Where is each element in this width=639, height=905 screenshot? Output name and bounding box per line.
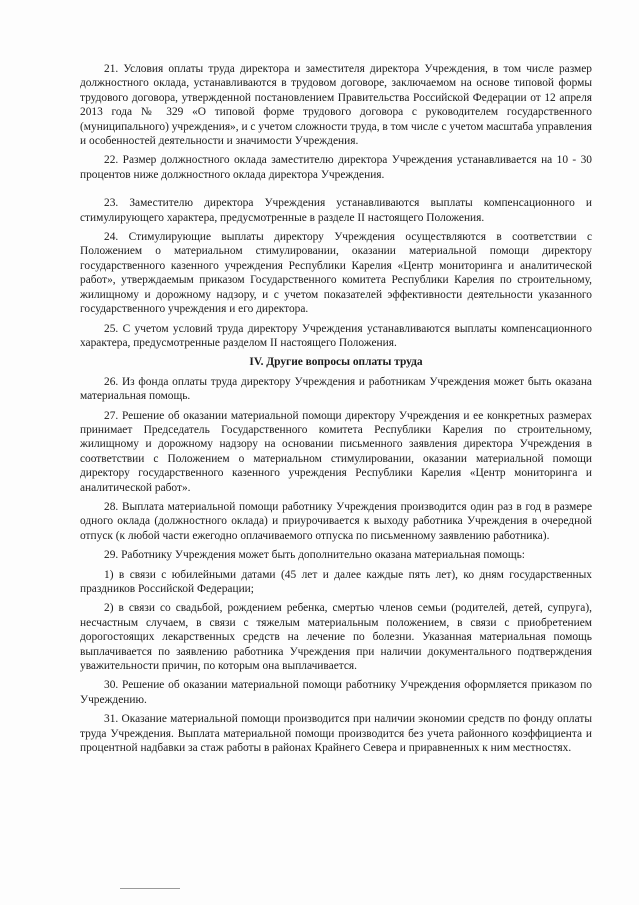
paragraph-22: 22. Размер должностного оклада заместителю директора Учреждения устанавливается на 10 - 30 процентов ниже должностного оклада директора Учреждения.: [80, 154, 592, 181]
document-body: [80, 62, 592, 760]
paragraph-26: 26. Из фонда оплаты труда директору Учреждения и работникам Учреждения может быть оказана материальная помощь.: [80, 375, 592, 403]
section-title: IV. Другие вопросы оплаты труда: [249, 356, 423, 369]
scan-edge-mark: [120, 888, 180, 889]
paragraph-24: 24. Стимулирующие выплаты директору Учреждения осуществляются в соответствии с Положением о материальном стимулировании, оказании материальной помощи директору государственного казенного учреждения Республики Карелия «Центр мониторинга и аналитической работ», утверждаемым приказом Государственного комитета Республики Карелия по строительному, жилищному и дорожному надзору, и с учетом показателей эффективности деятельности указанного государственного учреждения и его директора.: [80, 231, 592, 316]
paragraph-23: 23. Заместителю директора Учреждения устанавливаются выплаты компенсационного и стимулирующего характера, предусмотренные в разделе II настоящего Положения.: [80, 197, 592, 224]
paragraph-29-item-2: 2) в связи со свадьбой, рождением ребенка, смертью членов семьи (родителей, детей, супруга), несчастным случаем, в связи с тяжелым материальным положением, в связи с приобретением дорогостоящих лекарственных средств на лечение по болезни. Указанная материальная помощь выплачивается по заявлению работника Учреждения при наличии документального подтверждения уважительности причин, по которым она выплачивается.: [80, 602, 592, 673]
paragraph-27: 27. Решение об оказании материальной помощи директору Учреждения и ее конкретных размерах принимает Председатель Государственного комитета Республики Карелия по строительному, жилищному и дорожному надзору на основании письменного заявления директора Учреждения в соответствии с Положением о материальном стимулировании, оказании материальной помощи директору государственного казенного учреждения Республики Карелия «Центр мониторинга и аналитической работ».: [80, 409, 592, 494]
paragraph-31: 31. Оказание материальной помощи производится при наличии экономии средств по фонду оплаты труда Учреждения. Выплата материальной помощи производится без учета районного коэффициента и процентной надбавки за стаж работы в районах Крайнего Севера и приравненных к ним местностях.: [80, 713, 592, 755]
paragraph-29: 29. Работнику Учреждения может быть дополнительно оказана материальная помощь:: [104, 549, 525, 562]
paragraph-28: 28. Выплата материальной помощи работнику Учреждения производится один раз в год в размере одного оклада (должностного оклада) и приурочивается к выходу работника Учреждения в очередной отпуск (к любой части ежегодно оплачиваемого отпуска по письменному заявлению работника).: [80, 500, 592, 542]
paragraph-30: 30. Решение об оказании материальной помощи работнику Учреждения оформляется приказом по Учреждению.: [80, 679, 592, 706]
paragraph-29-item-1: 1) в связи с юбилейными датами (45 лет и далее каждые пять лет), ко дням государственных праздников Российской Федерации;: [80, 568, 592, 595]
paragraph-21: 21. Условия оплаты труда директора и заместителя директора Учреждения, в том числе размер должностного оклада, устанавливаются в трудовом договоре, заключаемом на основе типовой формы трудового договора, утвержденной постановлением Правительства Российской Федерации от 12 апреля 2013 года № 329 «О типовой форме трудового договора с руководителем государственного (муниципального) учреждения», и с учетом сложности труда, в том числе с учетом масштаба управления и особенностей деятельности и значимости Учреждения.: [80, 63, 593, 148]
paragraph-25: 25. С учетом условий труда директору Учреждения устанавливаются выплаты компенсационного характера, предусмотренные разделом II настоящего Положения.: [80, 322, 592, 349]
